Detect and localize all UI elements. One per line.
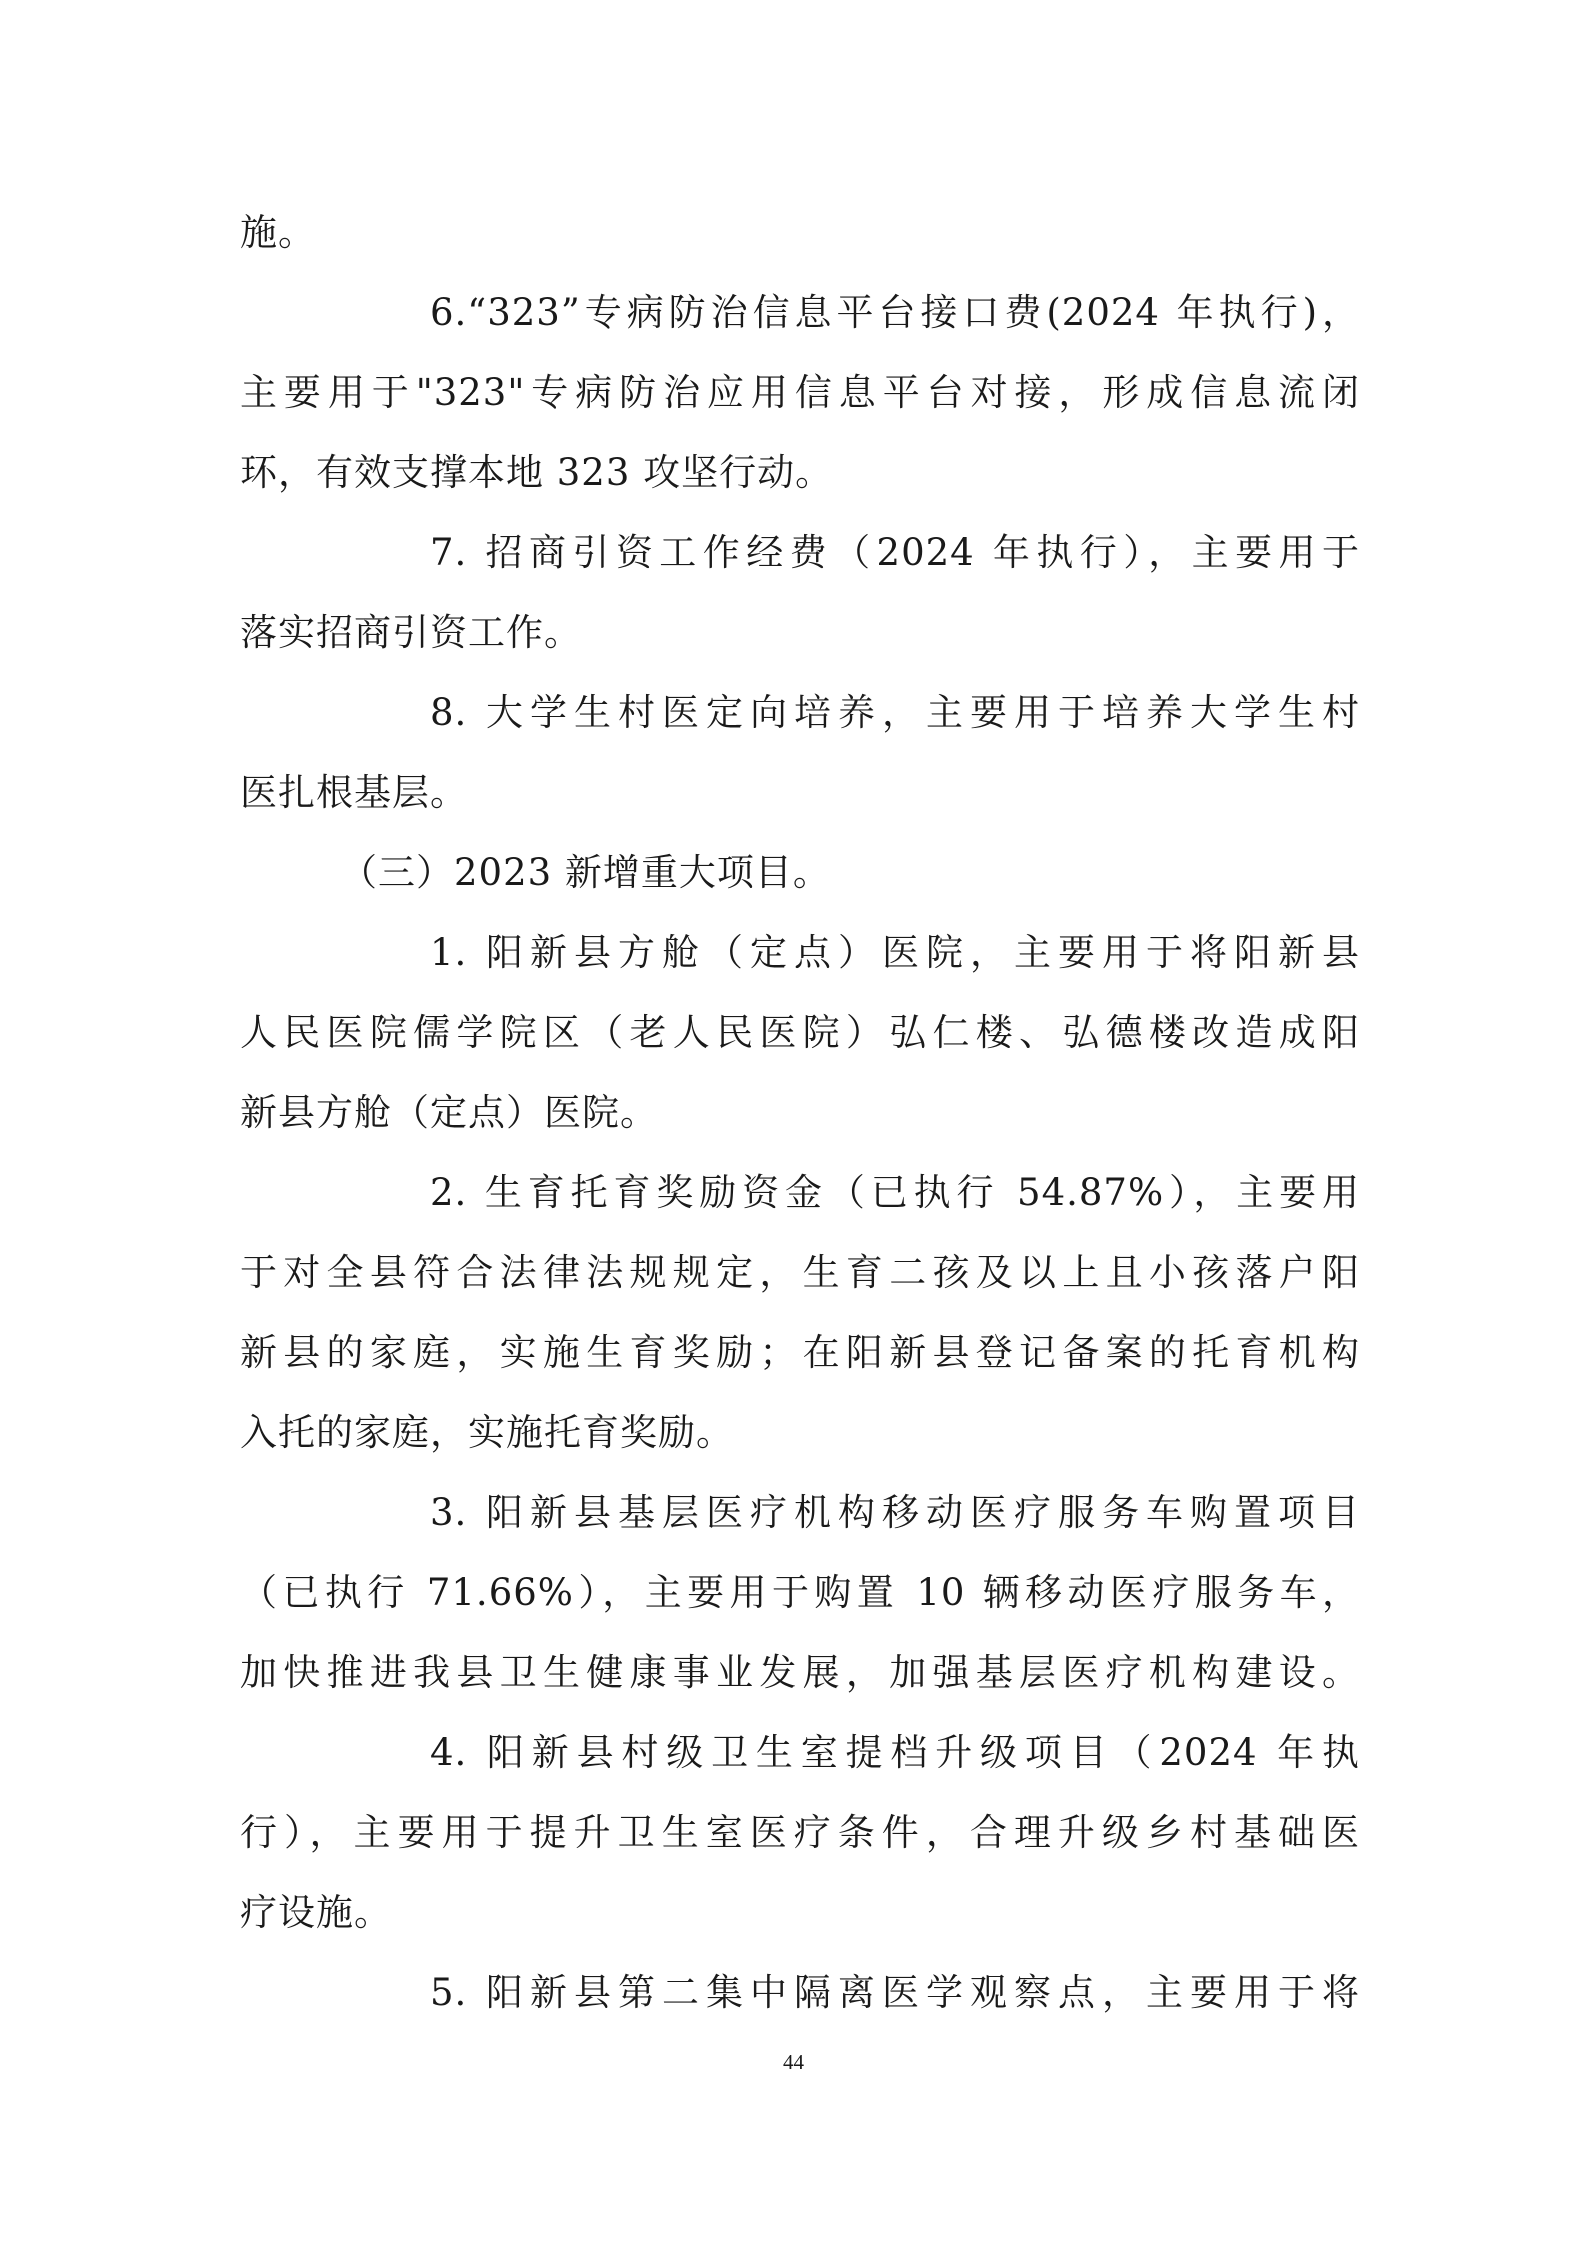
item-4-heading: 4. 阳新县村级卫生室提档升级项目（2024 年执	[430, 1731, 1360, 1774]
item-6-heading: 6.“323”专病防治信息平台接口费(2024 年执行)，	[430, 291, 1360, 334]
text-line: 疗设施。	[240, 1891, 392, 1934]
item-3-heading: 3. 阳新县基层医疗机构移动医疗服务车购置项目	[430, 1491, 1360, 1534]
text-line: 落实招商引资工作。	[240, 611, 582, 654]
item-7-heading: 7. 招商引资工作经费（2024 年执行），主要用于	[430, 531, 1360, 574]
item-1-heading: 1. 阳新县方舱（定点）医院，主要用于将阳新县	[430, 931, 1360, 974]
page-number: 44	[783, 2050, 804, 2074]
text-line: 施。	[240, 211, 316, 254]
text-line: 新县方舱（定点）医院。	[240, 1091, 658, 1134]
text-line: 环，有效支撑本地 323 攻坚行动。	[240, 451, 834, 494]
text-line: 新县的家庭，实施生育奖励；在阳新县登记备案的托育机构	[240, 1331, 1360, 1374]
text-line: 行），主要用于提升卫生室医疗条件，合理升级乡村基础医	[240, 1811, 1360, 1854]
item-5-heading: 5. 阳新县第二集中隔离医学观察点，主要用于将	[430, 1971, 1360, 2014]
text-line: 主要用于"323"专病防治应用信息平台对接，形成信息流闭	[240, 371, 1360, 414]
text-line: 加快推进我县卫生健康事业发展，加强基层医疗机构建设。	[240, 1651, 1360, 1694]
text-line: 于对全县符合法律法规规定，生育二孩及以上且小孩落户阳	[240, 1251, 1360, 1294]
item-2-heading: 2. 生育托育奖励资金（已执行 54.87%），主要用	[430, 1171, 1360, 1214]
text-line: 医扎根基层。	[240, 771, 468, 814]
text-line: 人民医院儒学院区（老人民医院）弘仁楼、弘德楼改造成阳	[240, 1011, 1360, 1054]
text-line: （已执行 71.66%），主要用于购置 10 辆移动医疗服务车，	[240, 1571, 1360, 1614]
text-line: 入托的家庭，实施托育奖励。	[240, 1411, 734, 1454]
item-8-heading: 8. 大学生村医定向培养，主要用于培养大学生村	[430, 691, 1360, 734]
section-heading: （三）2023 新增重大项目。	[340, 851, 831, 894]
